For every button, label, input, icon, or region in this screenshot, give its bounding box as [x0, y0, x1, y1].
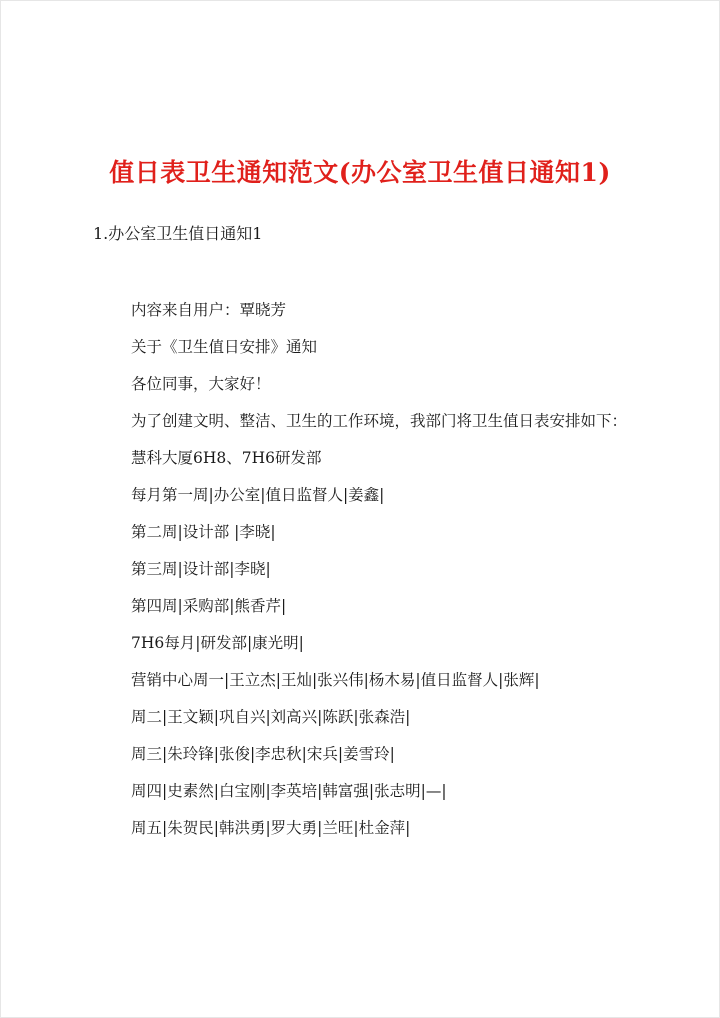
- section-heading: 1.办公室卫生值日通知1: [93, 224, 263, 243]
- schedule-line: 7H6每月|研发部|康光明|: [131, 634, 304, 652]
- author-line: 内容来自用户：覃晓芳: [131, 301, 287, 319]
- schedule-line: 每月第一周|办公室|值日监督人|姜鑫|: [131, 486, 385, 504]
- schedule-line: 营销中心周一|王立杰|王灿|张兴伟|杨木易|值日监督人|张辉|: [131, 671, 540, 689]
- schedule-line: 周五|朱贺民|韩洪勇|罗大勇|兰旺|杜金萍|: [131, 819, 411, 837]
- location-line: 慧科大厦6H8、7H6研发部: [131, 449, 322, 467]
- schedule-line: 周四|史素然|白宝刚|李英培|韩富强|张志明|—|: [131, 782, 447, 800]
- document-title: 值日表卫生通知范文(办公室卫生值日通知1): [109, 158, 611, 187]
- intro-paragraph: 为了创建文明、整洁、卫生的工作环境，我部门将卫生值日表安排如下：: [131, 412, 628, 430]
- schedule-line: 第四周|采购部|熊香芹|: [131, 597, 287, 615]
- schedule-line: 第二周|设计部 |李晓|: [131, 523, 276, 541]
- schedule-line: 周二|王文颖|巩自兴|刘高兴|陈跃|张森浩|: [131, 708, 411, 726]
- document-body: [0, 292, 720, 847]
- schedule-line: 周三|朱玲锋|张俊|李忠秋|宋兵|姜雪玲|: [131, 745, 395, 763]
- schedule-line: 第三周|设计部|李晓|: [131, 560, 271, 578]
- greeting: 各位同事，大家好！: [131, 375, 271, 393]
- notice-subject: 关于《卫生值日安排》通知: [131, 338, 318, 356]
